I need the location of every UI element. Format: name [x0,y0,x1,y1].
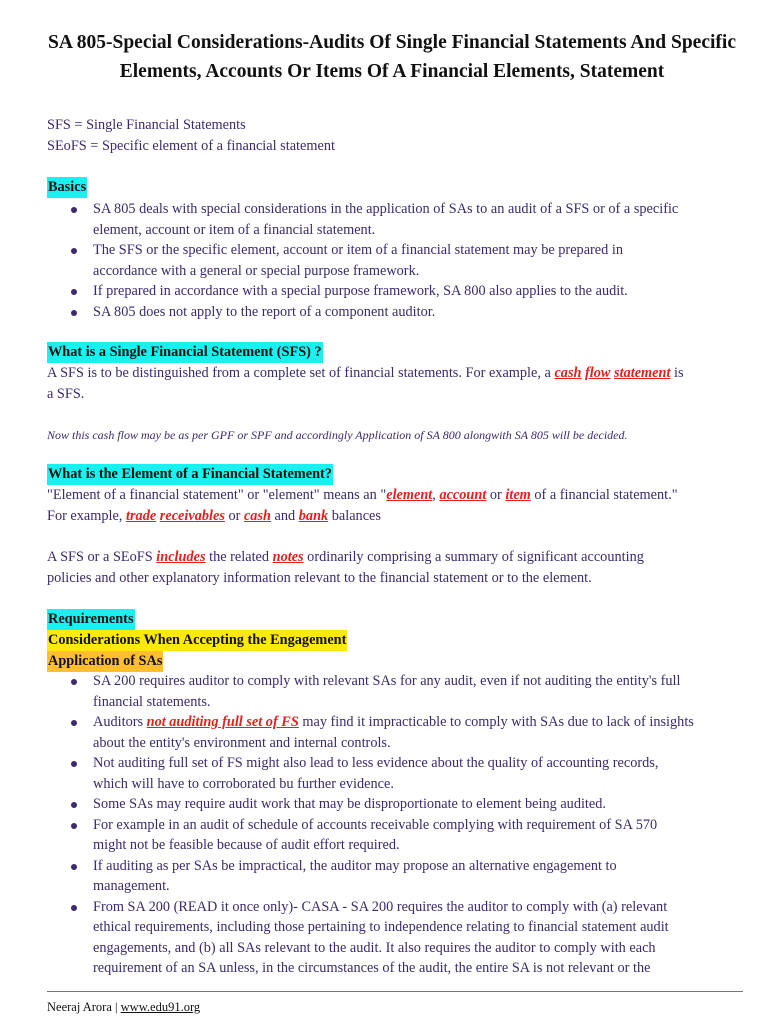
definition-sfs: SFS = Single Financial Statements [47,117,246,133]
keyword-account: account [439,487,487,503]
bullet-icon [71,761,77,767]
bullet-icon [71,207,77,213]
list-item: Not auditing full set of FS might also lead to less evidence about the quality of accounting records, which will have to corroborated bu further evidence. [47,753,747,794]
sfs-paragraph: A SFS is to be distinguished from a complete set of financial statements. For example, a cash flow statement is [47,365,684,381]
list-item: Some SAs may require audit work that may be disproportionate to element being audited. [47,794,747,815]
keyword-cash: cash [554,365,582,381]
bullet-icon [71,679,77,685]
keyword-element: element [386,487,433,503]
application-heading-row [47,651,163,672]
sfs-note: Now this cash flow may be as per GPF or SPF and accordingly Application of SA 800 alongwith SA 805 will be decided. [47,428,628,442]
element-definition: "Element of a financial statement" or "element" means an "element, account or item of a financial statement." [47,487,678,503]
list-item: Auditors not auditing full set of FS may find it impracticable to comply with SAs due to lack of insights about the entity's environment and internal controls. [47,712,747,753]
bullet-icon [71,823,77,829]
bullet-icon [71,864,77,870]
bullet-icon [71,802,77,808]
keyword-not-auditing: not auditing full set of FS [146,714,299,730]
bullet-icon [71,248,77,254]
sfs-heading-row [47,342,323,363]
keyword-trade: trade [126,508,157,524]
footer [47,1000,200,1015]
sfs-heading: What is a Single Financial Statement (SFS) ? [47,342,323,363]
document-title: SA 805-Special Considerations-Audits Of Single Financial Statements And Specific Elements, Accounts Or Items Of A Financial Elements, Statement [48,32,736,82]
application-heading: Application of SAs [47,651,163,672]
bullet-icon [71,310,77,316]
basics-heading-row [47,177,87,198]
definition-seofs: SEoFS = Specific element of a financial statement [47,138,335,154]
list-item: If prepared in accordance with a special purpose framework, SA 800 also applies to the audit. [47,281,747,302]
footer-link[interactable]: www.edu91.org [120,1000,201,1014]
list-item: The SFS or the specific element, account or item of a financial statement may be prepared in accordance with a general or special purpose framework. [47,240,747,281]
bullet-icon [71,905,77,911]
engagement-heading: Considerations When Accepting the Engagement [47,630,347,651]
list-item: SA 200 requires auditor to comply with relevant SAs for any audit, even if not auditing the entity's full financial statements. [47,671,747,712]
requirements-heading-row [47,609,135,630]
keyword-notes: notes [272,549,304,565]
list-item: SA 805 deals with special considerations in the application of SAs to an audit of a SFS or of a specific element, account or item of a financial statement. [47,199,747,240]
keyword-cash: cash [243,508,271,524]
keyword-statement: statement [614,365,671,381]
requirements-heading: Requirements [47,609,135,630]
sfs-paragraph-line2: a SFS. [47,386,85,402]
includes-paragraph: A SFS or a SEoFS includes the related notes ordinarily comprising a summary of significant accounting [47,549,644,565]
keyword-flow: flow [585,365,611,381]
keyword-bank: bank [298,508,329,524]
basics-heading: Basics [47,177,87,198]
list-item: From SA 200 (READ it once only)- CASA - SA 200 requires the auditor to comply with (a) relevant ethical requirements, including those pertaining to independence relating to financial statement audit engagements, and (b) all SAs relevant to the audit. It also requires the auditor to comply with each requirement of an SA unless, in the circumstances of the audit, the entire SA is not relevant or the [47,897,747,979]
footer-author: Neeraj Arora | [47,1000,121,1014]
keyword-receivables: receivables [159,508,225,524]
keyword-includes: includes [156,549,206,565]
element-example: For example, trade receivables or cash and bank balances [47,508,381,524]
bullet-icon [71,720,77,726]
element-heading: What is the Element of a Financial Statement? [47,464,333,485]
bullet-icon [71,289,77,295]
footer-divider [47,991,743,992]
list-item: For example in an audit of schedule of accounts receivable complying with requirement of SA 570 might not be feasible because of audit effort required. [47,815,747,856]
keyword-item: item [505,487,531,503]
engagement-heading-row [47,630,347,651]
element-heading-row [47,464,333,485]
requirements-list [47,671,747,979]
basics-list [47,199,747,322]
list-item: SA 805 does not apply to the report of a component auditor. [47,302,747,323]
includes-paragraph-line2: policies and other explanatory information relevant to the financial statement or to the element. [47,570,592,586]
list-item: If auditing as per SAs be impractical, the auditor may propose an alternative engagement to management. [47,856,747,897]
